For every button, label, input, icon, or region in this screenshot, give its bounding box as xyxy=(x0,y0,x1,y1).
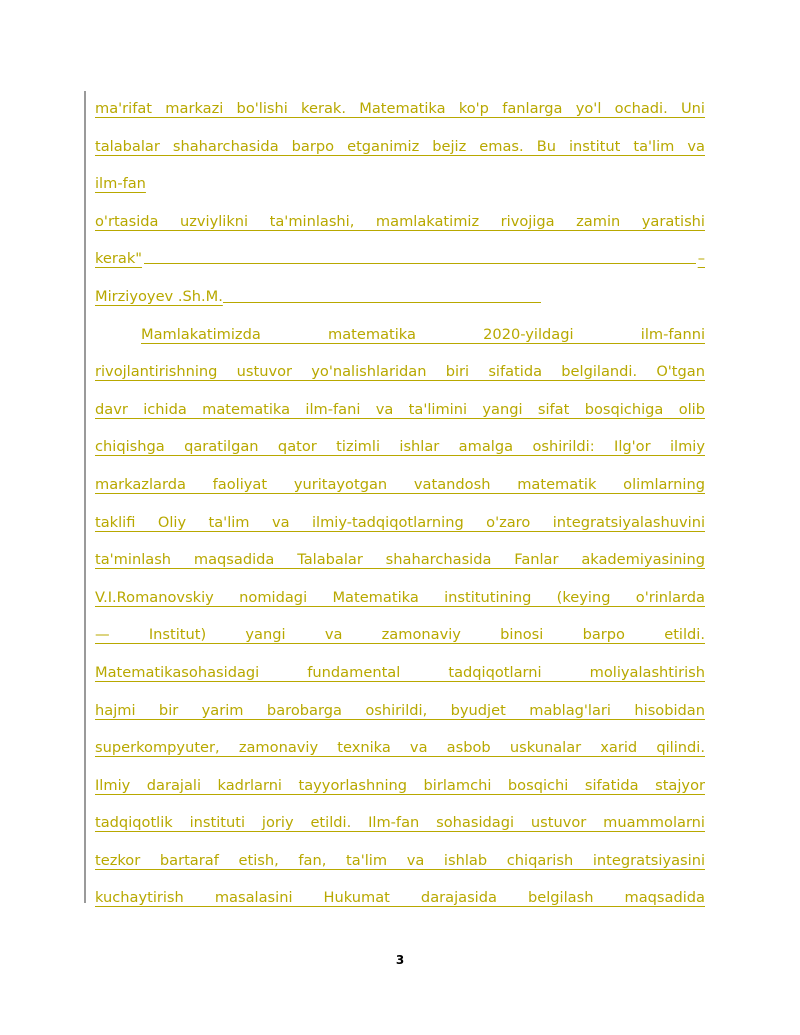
text-line: talabalar shaharchasida barpo etganimiz bejiz emas. Bu institut ta'lim va xyxy=(95,137,705,155)
text-line: Mirziyoyev .Sh.M. xyxy=(95,278,705,316)
text-line: ta'minlash maqsadida Talabalar shaharchasida Fanlar akademiyasining xyxy=(95,551,705,569)
page-number: 3 xyxy=(395,953,405,967)
text-line: kuchaytirish masalasini Hukumat darajasida belgilash maqsadida xyxy=(95,889,705,907)
text-line: ilm-fan xyxy=(95,175,146,193)
text-line: davr ichida matematika ilm-fani va ta'limini yangi sifat bosqichiga olib xyxy=(95,400,705,418)
text-line: rivojlantirishning ustuvor yo'nalishlaridan biri sifatida belgilandi. O'tgan xyxy=(95,363,705,381)
body-text xyxy=(95,90,705,917)
text-line: V.I.Romanovskiy nomidagi Matematika institutining (keying o'rinlarda xyxy=(95,588,705,606)
underline-fill xyxy=(223,278,541,303)
text-line: — Institut) yangi va zamonaviy binosi barpo etildi. xyxy=(95,626,705,644)
text-line: markazlarda faoliyat yuritayotgan vatandosh matematik olimlarning xyxy=(95,475,705,493)
text-line: o'rtasida uzviylikni ta'minlashi, mamlakatimiz rivojiga zamin yaratishi xyxy=(95,212,705,230)
change-bar xyxy=(84,91,86,903)
text-line: Mamlakatimizda matematika 2020-yildagi ilm-fanni xyxy=(141,325,705,343)
text-line: hajmi bir yarim barobarga oshirildi, byudjet mablag'lari hisobidan xyxy=(95,701,705,719)
text-line: taklifi Oliy ta'lim va ilmiy-tadqiqotlarning o'zaro integratsiyalashuvini xyxy=(95,513,705,531)
underline-fill xyxy=(144,240,696,264)
text-line: tadqiqotlik instituti joriy etildi. Ilm-fan sohasidagi ustuvor muammolarni xyxy=(95,814,705,832)
text-line: superkompyuter, zamonaviy texnika va asbob uskunalar xarid qilindi. xyxy=(95,739,705,757)
text-line: Ilmiy darajali kadrlarni tayyorlashning birlamchi bosqichi sifatida stajyor xyxy=(95,776,705,794)
text-line: ma'rifat markazi bo'lishi kerak. Matematika ko'p fanlarga yo'l ochadi. Uni xyxy=(95,100,705,117)
text-line: chiqishga qaratilgan qator tizimli ishlar amalga oshirildi: Ilg'or ilmiy xyxy=(95,438,705,456)
text-line: tezkor bartaraf etish, fan, ta'lim va ishlab chiqarish integratsiyasini xyxy=(95,851,705,869)
text-line: Matematikasohasidagi fundamental tadqiqotlarni moliyalashtirish xyxy=(95,663,705,681)
text-line: kerak" – xyxy=(95,240,705,278)
